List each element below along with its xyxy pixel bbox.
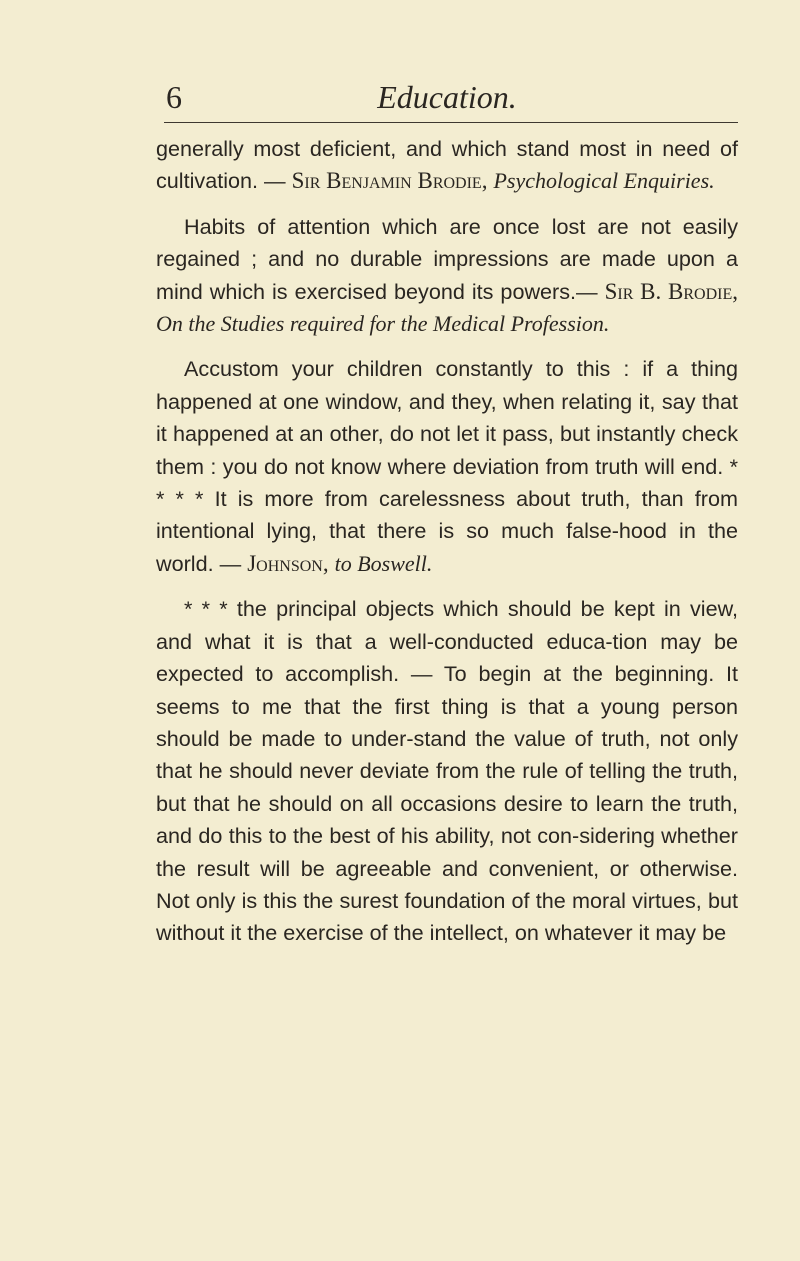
header-rule xyxy=(164,122,738,123)
paragraph-brodie-enquiries xyxy=(156,133,738,198)
quotation-source: Psychological Enquiries. xyxy=(493,168,715,194)
quotation-author: Johnson, xyxy=(247,550,329,576)
quotation-source: to Boswell. xyxy=(334,550,433,576)
page-number: 6 xyxy=(166,79,182,115)
quotation-text: Accustom your children constantly to this : if a thing happened at one window, and they, when relating it, say that it happened at an other, do not let it pass, but instantly check them : you do not know where deviation from truth will end. * * * * It is more from carelessness about truth, than from intentional lying, that there is so much false-hood in the world. — xyxy=(156,356,738,576)
quotation-source: On the Studies required for the Medical Profession. xyxy=(156,311,610,337)
quotation-author: Sir B. Brodie, xyxy=(604,278,738,304)
quotation-author: Sir Benjamin Brodie, xyxy=(291,168,488,194)
quotation-text: generally most deficient, and which stand most in need of cultivation. — xyxy=(156,136,738,194)
paragraph-johnson xyxy=(156,353,738,580)
quotation-text: Habits of attention which are once lost are not easily regained ; and no durable impressions are made upon a mind which is exercised beyond its powers.— xyxy=(156,213,738,304)
chapter-title: Education. xyxy=(377,79,517,115)
paragraph-principal-objects xyxy=(156,593,738,949)
paragraph-brodie-studies xyxy=(156,211,738,341)
running-head xyxy=(156,72,738,122)
book-page xyxy=(156,72,738,950)
quotation-text: * * * the principal objects which should be kept in view, and what it is that a well-conducted educa-tion may be expected to accomplish. — To begin at the beginning. It seems to me that the first thing is that a young person should be made to under-stand the value of truth, not only that he should never deviate from the rule of telling the truth, but that he should on all occasions desire to learn the truth, and do this to the best of his ability, not con-sidering whether the result will be agreeable and convenient, or otherwise. Not only is this the surest foundation of the moral virtues, but without it the exercise of the intellect, on whatever it may be xyxy=(156,596,738,946)
body-text xyxy=(156,133,738,950)
